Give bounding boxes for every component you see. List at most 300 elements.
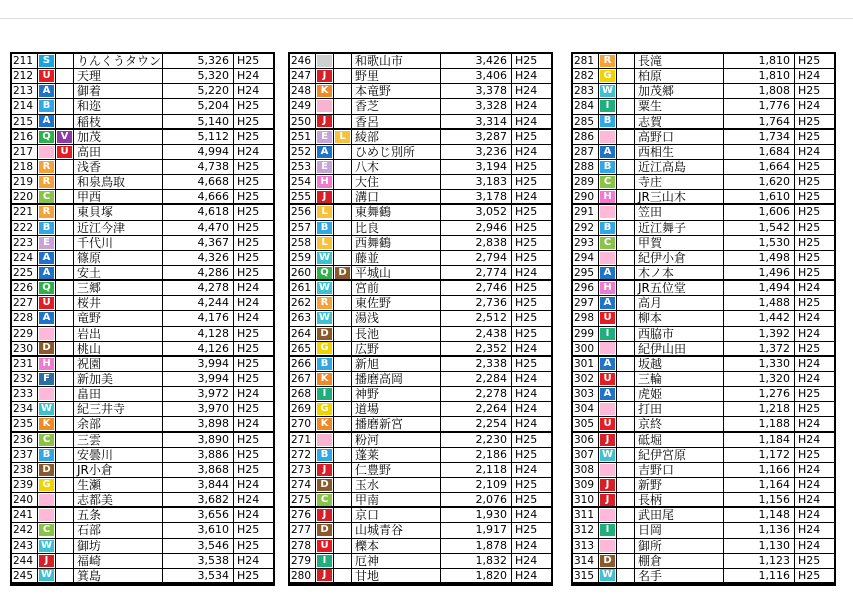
station-name: 木ノ本 — [635, 266, 724, 279]
line-symbol-cell — [316, 221, 334, 235]
table-row — [290, 130, 551, 145]
line-symbol-cell — [316, 311, 334, 325]
station-name: 長滝 — [635, 54, 724, 68]
rank-number: 259 — [290, 251, 316, 265]
line-symbol-badge: U — [39, 297, 54, 309]
line-symbol-cell — [617, 448, 635, 462]
survey-year: H25 — [798, 265, 821, 279]
passenger-count: 1,488 — [724, 296, 795, 310]
station-name: 紀三井寺 — [74, 402, 163, 416]
table-row — [573, 99, 834, 114]
line-symbol-cell — [316, 539, 334, 553]
passenger-count: 3,656 — [163, 508, 234, 522]
line-symbol-cell — [617, 115, 635, 128]
line-symbol-badge — [600, 252, 615, 264]
passenger-count: 4,286 — [163, 266, 234, 279]
line-symbol-cell — [334, 539, 352, 553]
survey-year: H25 — [515, 250, 538, 264]
line-symbol-cell — [599, 569, 617, 582]
survey-year: H25 — [515, 281, 538, 295]
rank-number: 255 — [290, 190, 316, 203]
rank-number: 295 — [573, 266, 599, 279]
line-symbol-cell — [599, 221, 617, 235]
survey-year: H25 — [237, 371, 260, 385]
line-symbol-cell — [38, 448, 56, 462]
line-symbol-cell — [56, 69, 74, 83]
table-row — [12, 281, 273, 296]
rank-number: 253 — [290, 160, 316, 174]
line-symbol-cell — [599, 523, 617, 537]
line-symbol-cell — [334, 327, 352, 341]
passenger-count: 1,878 — [441, 539, 512, 553]
line-symbol-badge: H — [317, 176, 332, 188]
line-symbol-badge — [317, 434, 332, 446]
table-row — [12, 463, 273, 478]
rank-number: 257 — [290, 221, 316, 235]
line-symbol-cell — [56, 372, 74, 386]
passenger-count: 3,178 — [441, 190, 512, 203]
line-symbol-cell — [56, 448, 74, 462]
line-symbol-cell — [38, 463, 56, 477]
passenger-count: 1,164 — [724, 478, 795, 492]
table-row — [290, 327, 551, 342]
line-symbol-badge: K — [39, 418, 54, 430]
passenger-count: 4,326 — [163, 251, 234, 265]
table-row — [290, 54, 551, 69]
line-symbol-cell — [617, 463, 635, 477]
station-name: 高野口 — [635, 130, 724, 144]
survey-year: H24 — [515, 417, 538, 431]
line-symbol-badge: B — [317, 222, 332, 234]
rank-number: 307 — [573, 448, 599, 462]
rank-number: 230 — [12, 342, 38, 355]
station-name: 和歌山市 — [352, 54, 441, 68]
survey-year: H25 — [798, 129, 821, 143]
line-symbol-cell — [617, 342, 635, 355]
line-symbol-cell — [38, 160, 56, 174]
line-symbol-cell — [617, 266, 635, 279]
station-name: 仁豊野 — [352, 463, 441, 477]
survey-year: H25 — [515, 54, 538, 67]
line-symbol-cell — [56, 99, 74, 113]
rank-number: 212 — [12, 69, 38, 83]
survey-year: H24 — [798, 523, 821, 537]
line-symbol-badge: J — [317, 115, 332, 127]
passenger-count: 1,810 — [724, 54, 795, 68]
line-symbol-cell — [334, 281, 352, 295]
line-symbol-cell — [56, 523, 74, 537]
line-symbol-cell — [56, 478, 74, 492]
passenger-count: 3,287 — [441, 130, 512, 144]
survey-year: H24 — [237, 69, 260, 83]
line-symbol-badge: J — [600, 479, 615, 491]
line-symbol-badge: J — [600, 494, 615, 506]
station-name: 棚倉 — [635, 554, 724, 568]
passenger-count: 1,820 — [441, 569, 512, 582]
rank-number: 310 — [573, 493, 599, 506]
rank-number: 272 — [290, 448, 316, 462]
station-name: 桜井 — [74, 296, 163, 310]
line-symbol-cell — [599, 281, 617, 295]
line-symbol-cell — [599, 463, 617, 477]
passenger-count: 2,352 — [441, 342, 512, 355]
line-symbol-cell — [38, 417, 56, 430]
survey-year: H24 — [515, 265, 538, 279]
line-symbol-badge: C — [39, 191, 54, 203]
passenger-count: 3,314 — [441, 115, 512, 128]
rank-number: 267 — [290, 372, 316, 386]
survey-year: H24 — [798, 432, 821, 446]
station-name: 粉河 — [352, 433, 441, 447]
table-row — [290, 478, 551, 493]
line-symbol-badge: U — [600, 312, 615, 324]
rank-number: 276 — [290, 508, 316, 522]
station-name: 湯浅 — [352, 311, 441, 325]
line-symbol-cell — [599, 54, 617, 68]
line-symbol-cell — [56, 493, 74, 506]
line-symbol-cell — [617, 357, 635, 371]
line-symbol-cell — [56, 327, 74, 341]
survey-year: H24 — [798, 311, 821, 325]
passenger-count: 2,278 — [441, 387, 512, 401]
line-symbol-cell — [617, 69, 635, 83]
table-row — [573, 115, 834, 130]
rank-number: 292 — [573, 221, 599, 235]
line-symbol-cell — [599, 205, 617, 219]
passenger-count: 1,810 — [724, 69, 795, 83]
line-symbol-cell — [334, 417, 352, 430]
line-symbol-cell — [56, 236, 74, 250]
passenger-count: 2,512 — [441, 311, 512, 325]
table-row — [573, 145, 834, 160]
line-symbol-badge: W — [601, 85, 614, 97]
passenger-count: 3,898 — [163, 417, 234, 430]
passenger-count: 1,123 — [724, 554, 795, 568]
line-symbol-cell — [334, 99, 352, 113]
table-row — [290, 342, 551, 357]
line-symbol-badge: R — [39, 176, 54, 188]
table-row — [573, 69, 834, 84]
line-symbol-cell — [334, 493, 352, 506]
line-symbol-cell — [38, 402, 56, 416]
station-name: 播磨新宮 — [352, 417, 441, 430]
passenger-count: 3,378 — [441, 84, 512, 98]
survey-year: H24 — [515, 402, 538, 416]
rank-number: 256 — [290, 205, 316, 219]
line-symbol-cell — [56, 311, 74, 325]
table-row — [573, 463, 834, 478]
table-row — [573, 478, 834, 493]
station-name: 藤並 — [352, 251, 441, 265]
survey-year: H25 — [798, 175, 821, 189]
passenger-count: 1,930 — [441, 508, 512, 522]
line-symbol-badge: F — [39, 373, 54, 385]
rank-number: 250 — [290, 115, 316, 128]
survey-year: H24 — [237, 417, 260, 431]
passenger-count: 4,367 — [163, 236, 234, 250]
line-symbol-badge — [600, 403, 615, 415]
line-symbol-cell — [334, 175, 352, 189]
passenger-count: 4,176 — [163, 311, 234, 325]
table-row — [12, 508, 273, 523]
station-name: 篠原 — [74, 251, 163, 265]
station-name: 福崎 — [74, 554, 163, 568]
survey-year: H24 — [515, 341, 538, 355]
station-name: 名手 — [635, 569, 724, 582]
line-symbol-cell — [334, 463, 352, 477]
rank-number: 306 — [573, 433, 599, 447]
line-symbol-cell — [599, 402, 617, 416]
station-name: 八木 — [352, 160, 441, 174]
passenger-count: 1,166 — [724, 463, 795, 477]
table-row — [12, 84, 273, 99]
line-symbol-badge: A — [600, 297, 615, 309]
passenger-count: 3,406 — [441, 69, 512, 83]
line-symbol-cell — [599, 327, 617, 341]
survey-year: H25 — [237, 432, 260, 446]
survey-year: H25 — [798, 250, 821, 264]
passenger-count: 1,620 — [724, 175, 795, 189]
survey-year: H25 — [237, 235, 260, 249]
passenger-count: 1,832 — [441, 554, 512, 568]
table-row — [12, 554, 273, 569]
table-row — [12, 402, 273, 417]
rank-number: 236 — [12, 433, 38, 447]
survey-year: H24 — [798, 99, 821, 113]
table-row — [573, 569, 834, 584]
line-symbol-cell — [334, 236, 352, 250]
line-symbol-cell — [56, 54, 74, 68]
line-symbol-cell — [38, 523, 56, 537]
line-symbol-cell — [617, 281, 635, 295]
survey-year: H25 — [515, 432, 538, 446]
rank-number: 254 — [290, 175, 316, 189]
line-symbol-cell — [334, 372, 352, 386]
line-symbol-cell — [38, 357, 56, 371]
station-name: 播磨高岡 — [352, 372, 441, 386]
survey-year: H24 — [237, 508, 260, 522]
rank-number: 278 — [290, 539, 316, 553]
survey-year: H24 — [237, 296, 260, 310]
line-symbol-cell — [617, 145, 635, 159]
passenger-count: 1,172 — [724, 448, 795, 462]
line-symbol-badge: B — [39, 222, 54, 234]
rank-number: 265 — [290, 342, 316, 355]
line-symbol-badge: K — [317, 85, 332, 97]
passenger-count: 1,542 — [724, 221, 795, 235]
passenger-count: 2,338 — [441, 357, 512, 371]
survey-year: H25 — [798, 387, 821, 401]
rank-number: 241 — [12, 508, 38, 522]
line-symbol-cell — [617, 84, 635, 98]
rank-number: 231 — [12, 357, 38, 371]
line-symbol-badge — [39, 494, 54, 506]
station-name: 宮前 — [352, 281, 441, 295]
line-symbol-badge: C — [39, 524, 54, 536]
rank-number: 243 — [12, 539, 38, 553]
table-row — [573, 417, 834, 432]
table-row — [12, 251, 273, 266]
station-name: 紀伊宮原 — [635, 448, 724, 462]
passenger-count: 1,808 — [724, 84, 795, 98]
survey-year: H25 — [798, 205, 821, 219]
passenger-count: 2,736 — [441, 296, 512, 310]
line-symbol-badge: J — [317, 509, 332, 521]
line-symbol-badge — [317, 55, 332, 67]
station-name: 道場 — [352, 402, 441, 416]
station-name: 本竜野 — [352, 84, 441, 98]
line-symbol-cell — [599, 175, 617, 189]
line-symbol-cell — [617, 175, 635, 189]
survey-year: H25 — [798, 402, 821, 416]
rank-number: 308 — [573, 463, 599, 477]
station-name: 和迩 — [74, 99, 163, 113]
station-name: 西相生 — [635, 145, 724, 159]
line-symbol-badge: E — [317, 131, 332, 143]
line-symbol-cell — [316, 69, 334, 83]
line-symbol-cell — [334, 342, 352, 355]
line-symbol-badge: Q — [39, 131, 54, 143]
rank-number: 232 — [12, 372, 38, 386]
station-name: 山城青谷 — [352, 523, 441, 537]
rank-number: 223 — [12, 236, 38, 250]
line-symbol-badge: J — [600, 434, 615, 446]
line-symbol-badge — [39, 509, 54, 521]
line-symbol-badge: D — [335, 267, 350, 279]
passenger-count: 3,610 — [163, 523, 234, 537]
passenger-count: 1,372 — [724, 342, 795, 355]
line-symbol-cell — [617, 190, 635, 203]
station-name: 日岡 — [635, 523, 724, 537]
line-symbol-cell — [599, 387, 617, 401]
line-symbol-cell — [38, 478, 56, 492]
line-symbol-cell — [38, 54, 56, 68]
table-row — [12, 130, 273, 145]
line-symbol-cell — [617, 311, 635, 325]
survey-year: H25 — [515, 493, 538, 507]
line-symbol-cell — [334, 554, 352, 568]
line-symbol-badge: G — [317, 342, 332, 354]
table-row — [12, 448, 273, 463]
station-name: 生瀬 — [74, 478, 163, 492]
rank-number: 283 — [573, 84, 599, 98]
rank-number: 216 — [12, 130, 38, 144]
survey-year: H25 — [798, 568, 821, 582]
survey-year: H24 — [798, 371, 821, 385]
line-symbol-cell — [617, 372, 635, 386]
survey-year: H25 — [798, 341, 821, 355]
rank-number: 214 — [12, 99, 38, 113]
passenger-count: 1,320 — [724, 372, 795, 386]
survey-year: H25 — [237, 265, 260, 279]
survey-year: H24 — [237, 311, 260, 325]
station-name: 甲西 — [74, 190, 163, 203]
survey-year: H25 — [237, 175, 260, 189]
line-symbol-badge: J — [317, 464, 332, 476]
table-row — [12, 372, 273, 387]
passenger-count: 1,148 — [724, 508, 795, 522]
rank-number: 217 — [12, 145, 38, 159]
line-symbol-cell — [316, 448, 334, 462]
rank-number: 285 — [573, 115, 599, 128]
line-symbol-cell — [599, 357, 617, 371]
station-name: JR三山木 — [635, 190, 724, 203]
line-symbol-cell — [617, 251, 635, 265]
line-symbol-badge: A — [600, 388, 615, 400]
survey-year: H25 — [237, 538, 260, 552]
survey-year: H25 — [237, 402, 260, 416]
rank-number: 247 — [290, 69, 316, 83]
line-symbol-cell — [38, 327, 56, 341]
ranking-table-left — [10, 52, 275, 586]
rank-number: 226 — [12, 281, 38, 295]
passenger-count: 1,917 — [441, 523, 512, 537]
line-symbol-cell — [334, 296, 352, 310]
survey-year: H24 — [798, 144, 821, 158]
line-symbol-cell — [334, 221, 352, 235]
survey-year: H25 — [798, 84, 821, 98]
survey-year: H25 — [237, 341, 260, 355]
line-symbol-badge: W — [40, 569, 53, 581]
survey-year: H25 — [237, 220, 260, 234]
line-symbol-cell — [56, 251, 74, 265]
table-row — [12, 221, 273, 236]
table-row — [12, 417, 273, 432]
passenger-count: 2,746 — [441, 281, 512, 295]
line-symbol-cell — [334, 433, 352, 447]
survey-year: H25 — [237, 250, 260, 264]
line-symbol-cell — [617, 508, 635, 522]
table-row — [573, 296, 834, 311]
station-name: 京口 — [352, 508, 441, 522]
line-symbol-cell — [617, 387, 635, 401]
station-name: 余部 — [74, 417, 163, 430]
line-symbol-cell — [617, 433, 635, 447]
passenger-count: 1,610 — [724, 190, 795, 203]
station-name: 和泉鳥取 — [74, 175, 163, 189]
rank-number: 286 — [573, 130, 599, 144]
passenger-count: 2,254 — [441, 417, 512, 430]
rank-number: 252 — [290, 145, 316, 159]
table-row — [12, 145, 273, 160]
passenger-count: 2,838 — [441, 236, 512, 250]
survey-year: H24 — [237, 281, 260, 295]
table-row — [290, 417, 551, 432]
station-name: 紀伊小倉 — [635, 251, 724, 265]
line-symbol-cell — [56, 508, 74, 522]
table-row — [290, 508, 551, 523]
table-row — [573, 84, 834, 99]
line-symbol-cell — [316, 342, 334, 355]
station-name: 東舞鶴 — [352, 205, 441, 219]
line-symbol-badge: H — [600, 191, 615, 203]
line-symbol-badge: I — [600, 100, 615, 112]
survey-year: H25 — [798, 54, 821, 67]
station-name: ひめじ別所 — [352, 145, 441, 159]
line-symbol-badge: C — [317, 494, 332, 506]
station-name: 新旭 — [352, 357, 441, 371]
passenger-count: 4,128 — [163, 327, 234, 341]
table-row — [573, 130, 834, 145]
survey-year: H25 — [237, 190, 260, 204]
line-symbol-cell — [334, 448, 352, 462]
line-symbol-cell — [617, 539, 635, 553]
passenger-count: 1,276 — [724, 387, 795, 401]
line-symbol-cell — [38, 342, 56, 355]
table-row — [573, 251, 834, 266]
station-name: 粟生 — [635, 99, 724, 113]
passenger-count: 1,664 — [724, 160, 795, 174]
